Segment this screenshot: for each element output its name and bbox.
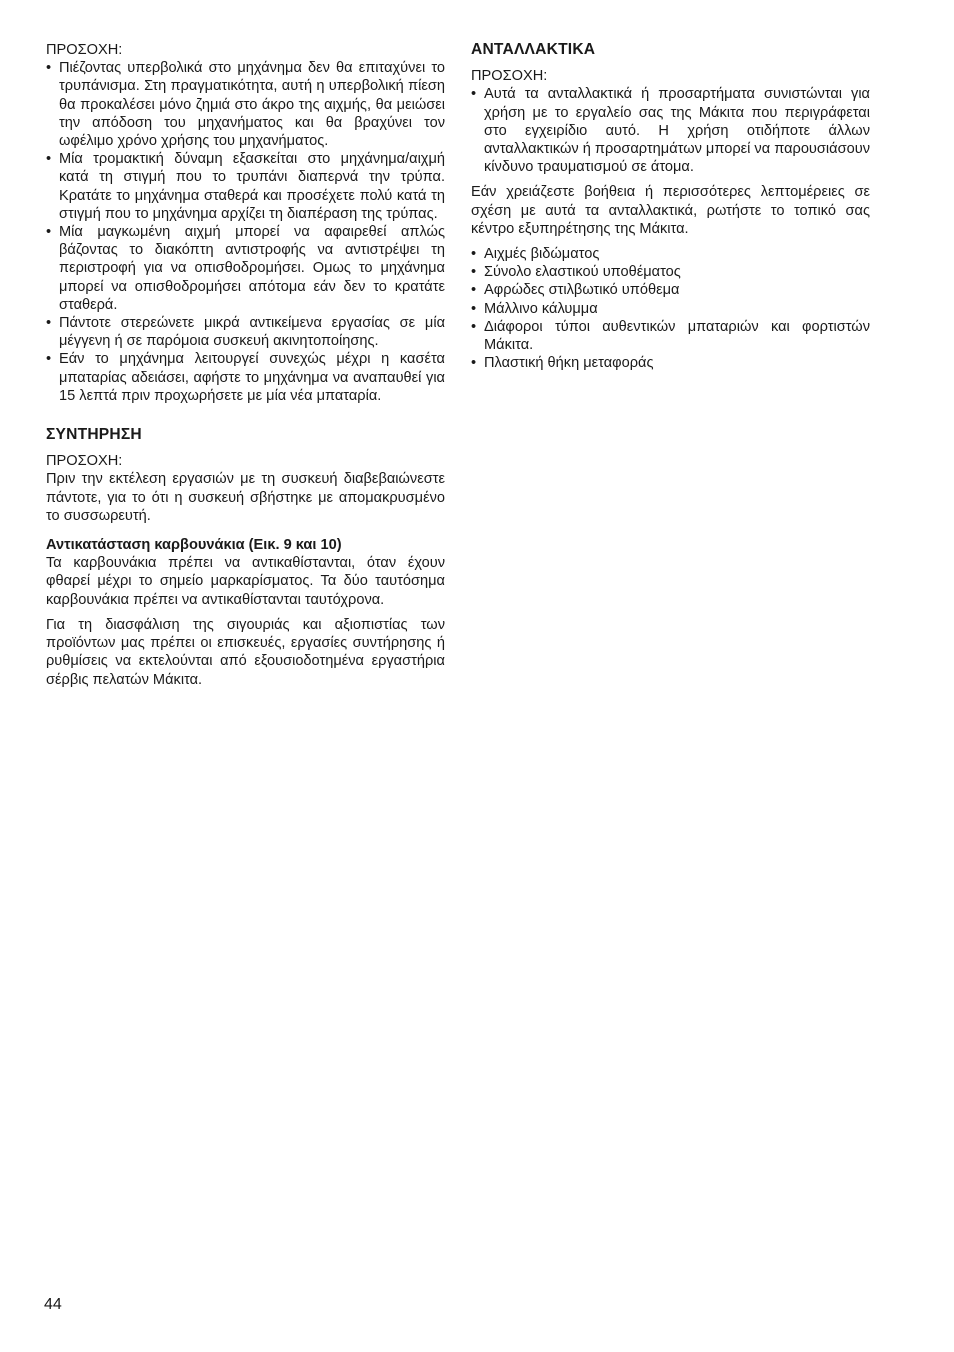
list-item: • Αφρώδες στιλβωτικό υπόθεμα [471,281,870,299]
list-item: • Πάντοτε στερεώνετε μικρά αντικείμενα εργασίας σε μία μέγγενη ή σε παρόμοια συσκευή ακινητοποίησης. [46,314,445,350]
list-item: • Αυτά τα ανταλλακτικά ή προσαρτήματα συνιστώνται για χρήση με το εργαλείο σας της Μάκιτα που περιγράφεται στο εγχειρίδιο αυτό. Η χρήση οτιδήποτε άλλων ανταλλακτικών ή προσαρτημάτων μπορεί να παρουσιάσουν κίνδυνο τραυματισμού σε άτομα. [471,85,870,176]
caution-label: ΠΡΟΣΟΧΗ: [46,42,123,58]
maintenance-heading: ΣΥΝΤΗΡΗΣΗ [46,426,142,444]
list-item: • Αιχμές βιδώματος [471,245,870,263]
list-item: • Μάλλινο κάλυμμα [471,300,870,318]
help-text: Εάν χρειάζεστε βοήθεια ή περισσότερες λεπτομέρειες σε σχέση με αυτά τα ανταλλακτικά, ρωτήστε το τοπικό σας κέντρο εξυπηρέτησης της Μάκιτα. [471,184,870,237]
right-column [471,41,870,372]
caution-label: ΠΡΟΣΟΧΗ: [46,453,123,470]
maintenance-caution-text: Πριν την εκτέλεση εργασιών με τη συσκευή διαβεβαιώνεστε πάντοτε, για το ότι η συσκευή σβήστηκε με απομακρυσμένο το συσσωρευτή. [46,471,445,524]
caution-label: ΠΡΟΣΟΧΗ: [471,68,548,85]
list-item: • Μία τρομακτική δύναμη εξασκείται στο μηχάνημα/αιχμή κατά τη στιγμή που το τρυπάνι διαπερνά την τρύπα. Κρατάτε το μηχάνημα σταθερά και προσέχετε πολύ κατά τη στιγμή που το μηχάνημα αρχίζει τη διαπέραση της τρύπας. [46,150,445,223]
service-safety-text: Για τη διασφάλιση της σιγουριάς και αξιοπιστίας των προϊόντων μας πρέπει οι επισκευές, εργασίες συντήρησης ή ρυθμίσεις να εκτελούνται από εξουσιοδοτημένα εργαστήρια σέρβις πελατών Μάκιτα. [46,616,445,688]
list-item: • Εάν το μηχάνημα λειτουργεί συνεχώς μέχρι η κασέτα μπαταρίας αδειάσει, αφήστε το μηχάνημα να αναπαυθεί για 15 λεπτά πριν προχωρήσετε με μία νέα μπαταρία. [46,350,445,405]
list-item: • Πιέζοντας υπερβολικά στο μηχάνημα δεν θα επιταχύνει το τρυπάνισμα. Στη πραγματικότητα, αυτή η υπερβολική πίεση θα προκαλέσει μόνο ζημιά στο άκρο της αιχμής, θα μειώσει την απόδοση του μηχανήματος και θα βραχύνει τον ωφέλιμο χρόνο χρήσης του μηχανήματος. [46,59,445,150]
list-item: • Σύνολο ελαστικού υποθέματος [471,263,870,281]
accessories-heading: ΑΝΤΑΛΛΑΚΤΙΚΑ [471,41,596,58]
caution-bullet-list [46,59,445,405]
list-item: • Μία μαγκωμένη αιχμή μπορεί να αφαιρεθεί απλώς βάζοντας το διακόπτη αντιστροφής να αντιστρέψει τη περιστροφή για να οπισθοδρομήσει. Ομως το μηχάνημα μπορεί να οπισθοδρομήσει απότομα εάν δεν το κρατάτε σταθερά. [46,223,445,314]
list-item: • Διάφοροι τύποι αυθεντικών μπαταριών και φορτιστών Μάκιτα. [471,318,870,354]
accessories-list [471,245,870,372]
accessories-caution-list [471,85,870,176]
carbon-brush-heading: Αντικατάσταση καρβουνάκια (Εικ. 9 και 10) [46,537,342,554]
list-item: • Πλαστική θήκη μεταφοράς [471,354,870,372]
carbon-brush-text: Τα καρβουνάκια πρέπει να αντικαθίστανται, όταν έχουν φθαρεί μέχρι το σημείο μαρκαρίσματος. Τα δύο ταυτόσημα καρβουνάκια πρέπει να αντικαθίστανται ταυτόχρονα. [46,555,445,608]
left-column [46,41,445,689]
page-number: 44 [44,1296,62,1313]
